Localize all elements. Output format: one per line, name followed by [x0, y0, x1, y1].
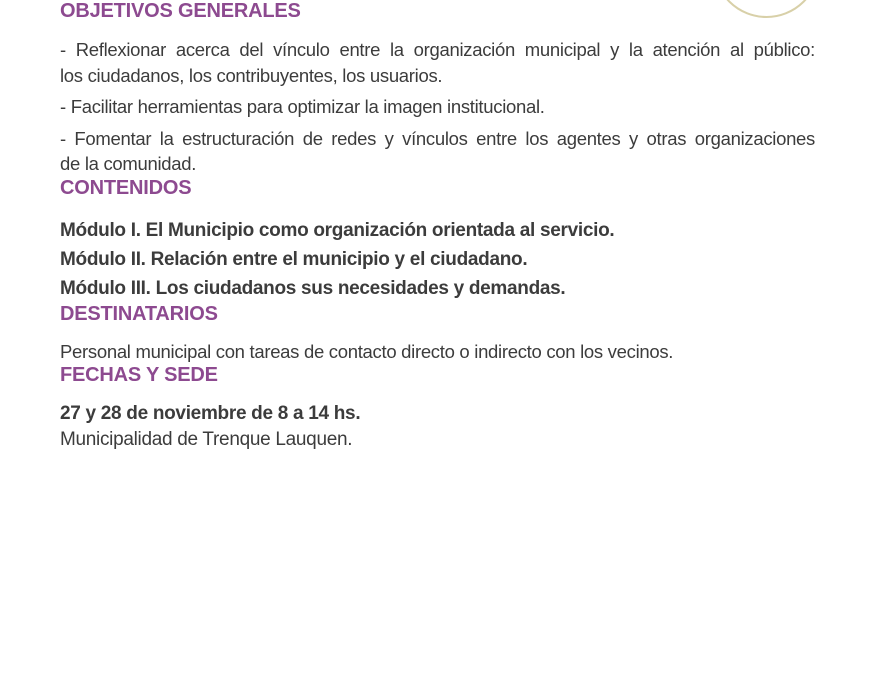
date-line: 27 y 28 de noviembre de 8 a 14 hs. [60, 403, 361, 424]
section-fechas-y-sede [60, 364, 815, 452]
bullet-paragraph [60, 94, 815, 120]
section-destinatarios [60, 303, 815, 365]
section-heading-fechas: FECHAS Y SEDE [60, 364, 218, 386]
module-item: Módulo II. Relación entre el municipio y el ciudadano. [60, 248, 528, 270]
paragraph-line: Personal municipal con tareas de contacto directo o indirecto con los vecinos. [60, 340, 674, 362]
module-item: Módulo III. Los ciudadanos sus necesidades y demandas. [60, 277, 566, 299]
bullet-paragraph [60, 126, 815, 177]
section-objetivos-generales [60, 0, 815, 177]
section-contenidos [60, 177, 815, 303]
paragraph-line: - Reflexionar acerca del vínculo entre la organización municipal y la atención al público: [60, 39, 815, 60]
paragraph-line: - Facilitar herramientas para optimizar la imagen institucional. [60, 96, 545, 117]
fechas-paragraph [60, 401, 815, 452]
section-heading-contenidos: CONTENIDOS [60, 176, 192, 199]
paragraph-line: los ciudadanos, los contribuyentes, los usuarios. [60, 64, 443, 86]
module-item: Módulo I. El Municipio como organización orientada al servicio. [60, 219, 615, 241]
section-heading-destinatarios: DESTINATARIOS [60, 302, 218, 325]
paragraph-line: de la comunidad. [60, 153, 197, 174]
section-heading-objetivos: OBJETIVOS GENERALES [60, 0, 301, 22]
modules-list [60, 216, 815, 303]
bullet-paragraph [60, 37, 815, 88]
venue-line: Municipalidad de Trenque Lauquen. [60, 428, 353, 450]
destinatarios-paragraph [60, 339, 815, 365]
paragraph-line: - Fomentar la estructuración de redes y vínculos entre los agentes y otras organizaciones [60, 127, 815, 149]
